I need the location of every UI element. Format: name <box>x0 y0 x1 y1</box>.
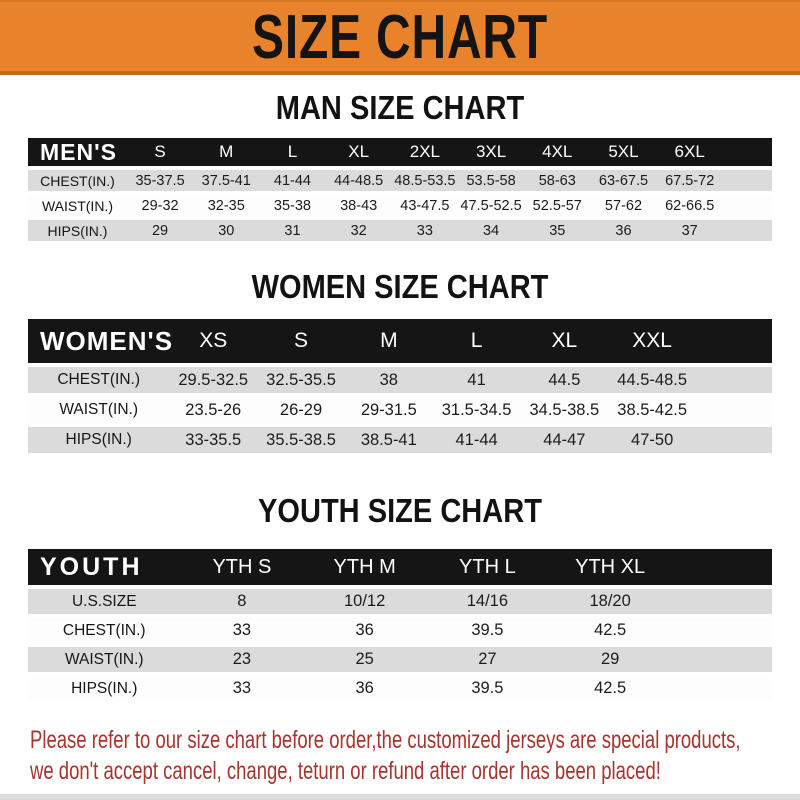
cell: 48.5-53.5 <box>392 170 458 191</box>
men-size-col: S <box>127 138 193 166</box>
cell: 62-66.5 <box>657 195 723 216</box>
cell: 29 <box>549 647 672 672</box>
cell: 32-35 <box>193 195 259 216</box>
youth-corner-label: YOUTH <box>28 549 181 585</box>
cell: 10/12 <box>303 589 426 614</box>
cell: 31 <box>259 220 325 241</box>
youth-size-col: YTH L <box>426 549 549 585</box>
cell: 26-29 <box>257 397 345 423</box>
women-header-spacer <box>696 319 772 363</box>
cell: 29-31.5 <box>345 397 433 423</box>
cell: 34.5-38.5 <box>520 397 608 423</box>
row-spacer <box>672 676 772 701</box>
row-spacer <box>672 647 772 672</box>
men-hips-row <box>28 220 772 241</box>
row-spacer <box>723 170 772 191</box>
cell: 39.5 <box>426 618 549 643</box>
youth-section-title: YOUTH SIZE CHART <box>258 492 542 529</box>
cell: 31.5-34.5 <box>433 397 521 423</box>
cell: 38.5-42.5 <box>608 397 696 423</box>
cell: 37 <box>657 220 723 241</box>
men-size-col: 3XL <box>458 138 524 166</box>
cell: 44-48.5 <box>326 170 392 191</box>
cell: 18/20 <box>549 589 672 614</box>
cell: 27 <box>426 647 549 672</box>
men-header-spacer <box>723 138 772 166</box>
bottom-edge-strip <box>0 794 800 800</box>
cell: 35-38 <box>259 195 325 216</box>
youth-header-row <box>28 549 772 585</box>
cell: 33 <box>181 618 304 643</box>
row-spacer <box>672 618 772 643</box>
row-label: HIPS(IN.) <box>28 220 127 241</box>
cell: 32 <box>326 220 392 241</box>
cell: 58-63 <box>524 170 590 191</box>
women-size-col: XL <box>520 319 608 363</box>
women-size-col: S <box>257 319 345 363</box>
cell: 33 <box>181 676 304 701</box>
cell: 36 <box>590 220 656 241</box>
cell: 33 <box>392 220 458 241</box>
cell: 42.5 <box>549 676 672 701</box>
row-spacer <box>672 589 772 614</box>
footer-note <box>0 725 800 787</box>
women-hips-row <box>28 427 772 453</box>
youth-size-table <box>28 545 772 705</box>
row-label: WAIST(IN.) <box>28 195 127 216</box>
cell: 36 <box>303 676 426 701</box>
row-spacer <box>723 195 772 216</box>
cell: 35-37.5 <box>127 170 193 191</box>
cell: 42.5 <box>549 618 672 643</box>
cell: 29 <box>127 220 193 241</box>
row-label: CHEST(IN.) <box>28 367 169 393</box>
row-label: WAIST(IN.) <box>28 397 169 423</box>
row-label: HIPS(IN.) <box>28 427 169 453</box>
women-header-row <box>28 319 772 363</box>
men-waist-row <box>28 195 772 216</box>
cell: 35 <box>524 220 590 241</box>
youth-ussize-row <box>28 589 772 614</box>
cell: 63-67.5 <box>590 170 656 191</box>
youth-size-col: YTH XL <box>549 549 672 585</box>
row-label: U.S.SIZE <box>28 589 181 614</box>
women-section-title: WOMEN SIZE CHART <box>251 268 549 305</box>
youth-size-col: YTH M <box>303 549 426 585</box>
row-spacer <box>723 220 772 241</box>
cell: 47.5-52.5 <box>458 195 524 216</box>
row-label: HIPS(IN.) <box>28 676 181 701</box>
youth-chest-row <box>28 618 772 643</box>
cell: 43-47.5 <box>392 195 458 216</box>
cell: 14/16 <box>426 589 549 614</box>
row-spacer <box>696 397 772 423</box>
cell: 44-47 <box>520 427 608 453</box>
cell: 35.5-38.5 <box>257 427 345 453</box>
row-spacer <box>696 427 772 453</box>
cell: 52.5-57 <box>524 195 590 216</box>
cell: 41 <box>433 367 521 393</box>
men-size-col: M <box>193 138 259 166</box>
footer-line-1: Please refer to our size chart before order,the customized jerseys are special products, <box>30 726 741 754</box>
banner <box>0 0 800 75</box>
youth-hips-row <box>28 676 772 701</box>
cell: 67.5-72 <box>657 170 723 191</box>
men-corner-label: MEN'S <box>28 138 127 166</box>
women-size-col: XXL <box>608 319 696 363</box>
cell: 33-35.5 <box>169 427 257 453</box>
cell: 47-50 <box>608 427 696 453</box>
cell: 8 <box>181 589 304 614</box>
cell: 23 <box>181 647 304 672</box>
cell: 39.5 <box>426 676 549 701</box>
men-size-col: 5XL <box>590 138 656 166</box>
banner-title: SIZE CHART <box>252 1 548 72</box>
cell: 36 <box>303 618 426 643</box>
row-spacer <box>696 367 772 393</box>
cell: 44.5 <box>520 367 608 393</box>
cell: 57-62 <box>590 195 656 216</box>
cell: 37.5-41 <box>193 170 259 191</box>
men-header-row <box>28 138 772 166</box>
cell: 25 <box>303 647 426 672</box>
cell: 38-43 <box>326 195 392 216</box>
row-label: WAIST(IN.) <box>28 647 181 672</box>
women-waist-row <box>28 397 772 423</box>
men-size-col: XL <box>326 138 392 166</box>
women-size-col: XS <box>169 319 257 363</box>
cell: 29-32 <box>127 195 193 216</box>
cell: 29.5-32.5 <box>169 367 257 393</box>
cell: 53.5-58 <box>458 170 524 191</box>
men-size-col: 6XL <box>657 138 723 166</box>
cell: 44.5-48.5 <box>608 367 696 393</box>
cell: 38 <box>345 367 433 393</box>
cell: 23.5-26 <box>169 397 257 423</box>
women-size-table <box>28 315 772 457</box>
men-section-title: MAN SIZE CHART <box>275 89 525 126</box>
men-size-col: 2XL <box>392 138 458 166</box>
cell: 30 <box>193 220 259 241</box>
youth-header-spacer <box>672 549 772 585</box>
women-size-col: M <box>345 319 433 363</box>
cell: 41-44 <box>259 170 325 191</box>
youth-waist-row <box>28 647 772 672</box>
women-chest-row <box>28 367 772 393</box>
women-corner-label: WOMEN'S <box>28 319 169 363</box>
cell: 41-44 <box>433 427 521 453</box>
cell: 32.5-35.5 <box>257 367 345 393</box>
row-label: CHEST(IN.) <box>28 170 127 191</box>
footer-line-2: we don't accept cancel, change, teturn or refund after order has been placed! <box>30 757 661 785</box>
men-size-table <box>28 134 772 245</box>
cell: 38.5-41 <box>345 427 433 453</box>
women-size-col: L <box>433 319 521 363</box>
men-size-col: L <box>259 138 325 166</box>
men-size-col: 4XL <box>524 138 590 166</box>
cell: 34 <box>458 220 524 241</box>
row-label: CHEST(IN.) <box>28 618 181 643</box>
youth-size-col: YTH S <box>181 549 304 585</box>
men-chest-row <box>28 170 772 191</box>
